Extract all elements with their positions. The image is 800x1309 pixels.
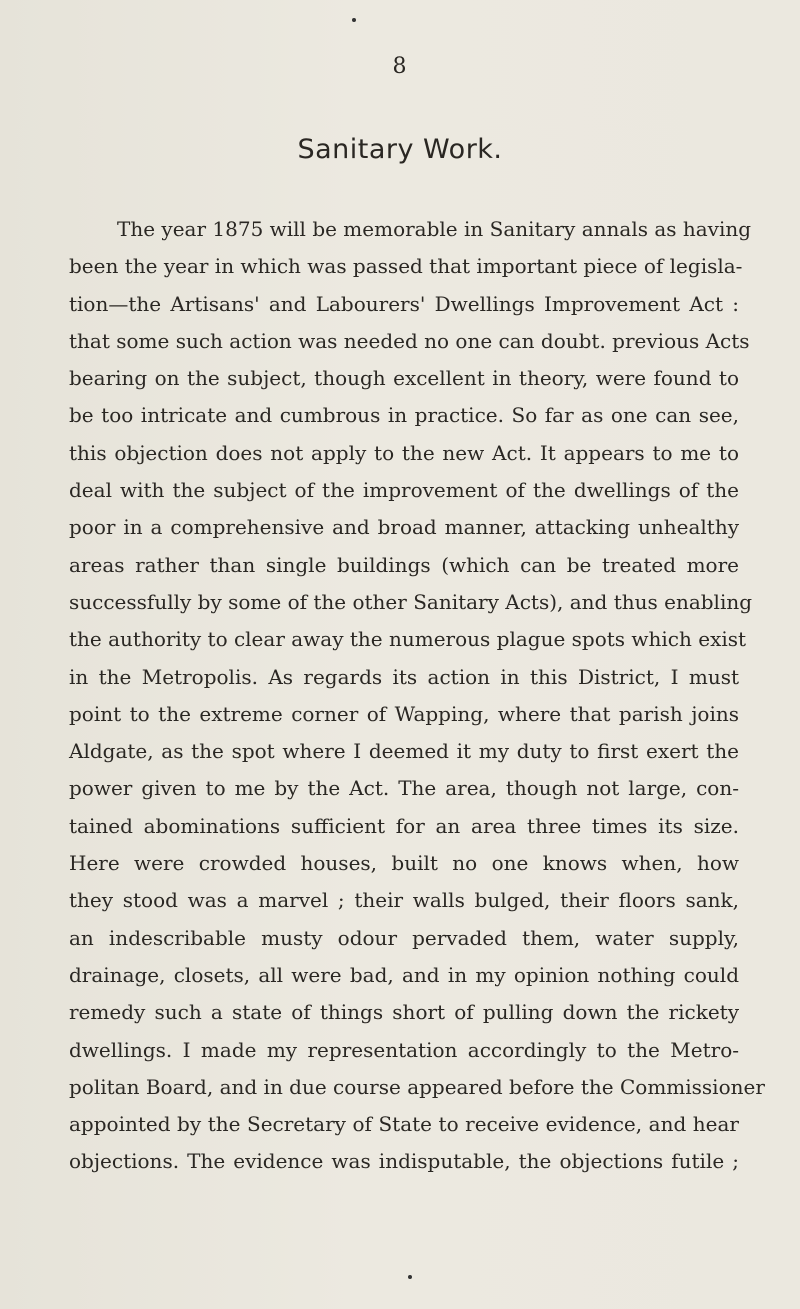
text-line: deal with the subject of the improvement of the dwellings of the — [69, 478, 739, 503]
text-line: The year 1875 will be memorable in Sanitary annals as having — [117, 217, 752, 241]
text-line: been the year in which was passed that important piece of legisla- — [69, 254, 743, 279]
text-line: be too intricate and cumbrous in practice. So far as one can see, — [69, 403, 739, 428]
section-heading: Sanitary Work. — [297, 134, 503, 165]
print-mark-bottom — [408, 1275, 412, 1279]
body-paragraph — [69, 211, 765, 1181]
text-line: dwellings. I made my representation accordingly to the Metro- — [69, 1037, 739, 1062]
text-line: an indescribable musty odour pervaded them, water supply, — [69, 925, 739, 950]
text-line: bearing on the subject, though excellent in theory, were found to — [69, 366, 739, 391]
text-line: they stood was a marvel ; their walls bulged, their floors sank, — [69, 888, 739, 913]
text-line: Aldgate, as the spot where I deemed it my duty to first exert the — [69, 739, 739, 764]
text-line: Here were crowded houses, built no one knows when, how — [69, 851, 739, 876]
text-line: that some such action was needed no one can doubt. previous Acts — [69, 328, 750, 353]
text-line: politan Board, and in due course appeared before the Commissioner — [69, 1074, 765, 1099]
text-line: remedy such a state of things short of pulling down the rickety — [69, 1000, 739, 1025]
text-line: objections. The evidence was indisputable, the objections futile ; — [69, 1149, 739, 1174]
text-line: areas rather than single buildings (which can be treated more — [69, 552, 739, 577]
text-line: appointed by the Secretary of State to receive evidence, and hear — [69, 1112, 739, 1137]
text-line: drainage, closets, all were bad, and in my opinion nothing could — [69, 962, 739, 987]
text-line: point to the extreme corner of Wapping, where that parish joins — [69, 701, 739, 726]
text-line: tained abominations sufficient for an area three times its size. — [69, 813, 739, 838]
text-line: this objection does not apply to the new Act. It appears to me to — [69, 440, 739, 465]
text-line: successfully by some of the other Sanitary Acts), and thus enabling — [69, 589, 753, 614]
text-line: tion—the Artisans' and Labourers' Dwellings Improvement Act : — [69, 291, 739, 316]
text-line: the authority to clear away the numerous plague spots which exist — [69, 627, 747, 652]
text-line: in the Metropolis. As regards its action in this District, I must — [69, 664, 739, 689]
print-mark-top — [352, 18, 356, 22]
text-line: power given to me by the Act. The area, though not large, con- — [69, 776, 739, 801]
text-line: poor in a comprehensive and broad manner, attacking unhealthy — [69, 515, 739, 540]
page-number: 8 — [392, 54, 408, 79]
